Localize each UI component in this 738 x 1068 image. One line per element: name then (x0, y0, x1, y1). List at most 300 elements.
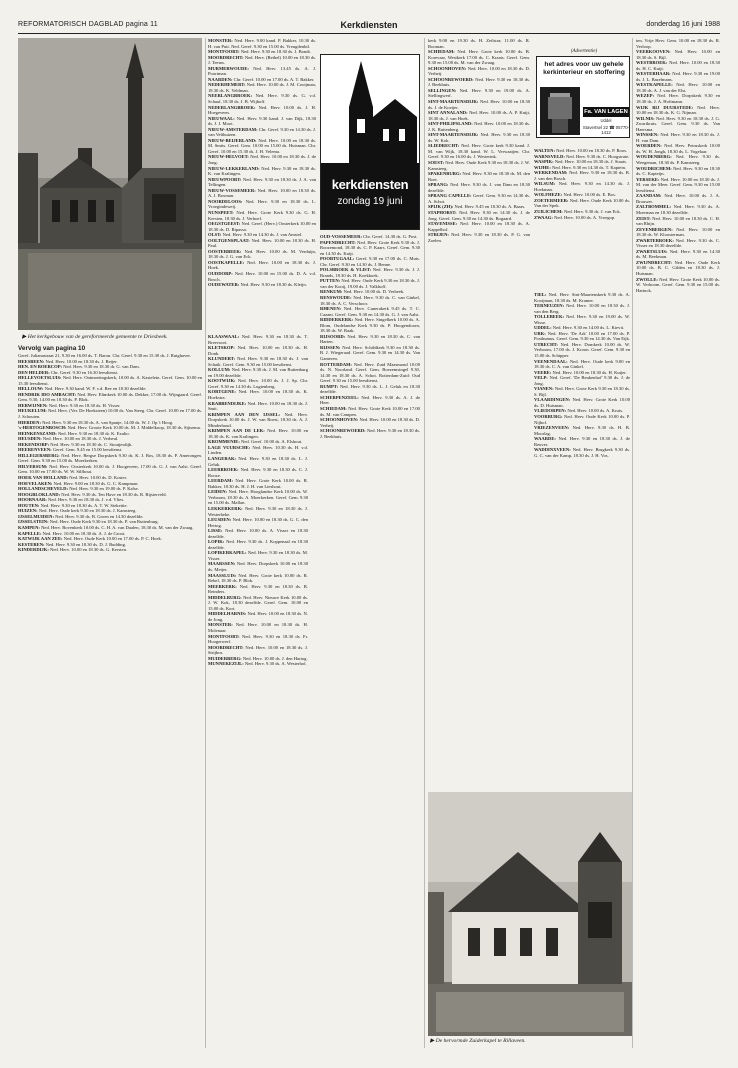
service-details: Ned. Herv. 10.00 en 18.30 ds. A. J. Boxman. (208, 187, 316, 199)
place-name: KRIMPEN AAN DEN IJSSEL: (208, 411, 285, 417)
place-name: WADDINXVEEN: (534, 447, 573, 453)
place-name: MAARSSEN: (208, 561, 237, 567)
service-details: Ned. Herv. 10.00 en 18.30 ds. H. C. Kuijt. (636, 60, 720, 71)
church-service-entry (208, 66, 316, 77)
church-service-entry (208, 188, 316, 199)
pulpit-image (540, 87, 580, 135)
service-details: Ned. Herv. 'De Ark' 10.00 en 17.00 ds. P. Posthumus. Geref. Gem. 9.30 en 14.30 ds. Van Eijk. (534, 330, 630, 342)
place-name: ZEIST: (636, 215, 653, 221)
service-details: Ned. Herv. 10.00 en 18.30 ds. K. van Kralingen. (208, 428, 308, 439)
service-details: Ned. Herv. 9.30 ds. J. Koppenaal en 18.30 dezelfde. (208, 539, 308, 550)
church-service-entry (636, 105, 720, 116)
place-name: OOLTGENSPLAAT: (208, 237, 252, 243)
place-name: MUIDERBERG: (208, 655, 243, 661)
place-name: SCHOONHOVEN: (428, 65, 468, 71)
place-name: MUNNEKEZIJL: (208, 661, 245, 667)
service-details: Ned. Herv. 9.30 en 18.30 dr. K. Exalto. (57, 430, 130, 436)
service-details: Ned. Herv. 10.00 en 18.30 ds. J. Verheul. (42, 436, 119, 442)
place-name: ZWARTSLUIS: (636, 248, 670, 254)
church-service-entry (320, 267, 420, 278)
place-name: ZAANDAM: (636, 193, 665, 199)
church-service-entry (428, 210, 530, 221)
place-name: RUMPT: (320, 383, 340, 389)
church-service-entry (534, 215, 630, 221)
place-name: ZWAAG: (534, 214, 555, 220)
church-service-entry (208, 412, 308, 429)
church-service-entry (428, 143, 530, 160)
place-name: NAARDEN: (208, 76, 234, 82)
place-name: UTRECHT: (534, 341, 561, 347)
church-service-entry (208, 428, 308, 439)
place-name: NOORDELOOS: (208, 198, 246, 204)
place-name: SLIEDRECHT: (428, 143, 462, 149)
service-details: Geref. Gem. 9.30 en 14.30 ds. A. Schot. (428, 193, 530, 204)
church-service-entry (636, 227, 720, 238)
church-service-entry (320, 428, 420, 439)
service-details: Ned. Herv. 9.30 en 19.00 ds. J. L. Bazelmans. (636, 71, 720, 82)
place-name: WESTKAPELLE: (636, 82, 677, 88)
place-name: WASPIK: (534, 159, 555, 165)
service-details: Ned. Herv. 9.30 en 18.30 ds. J. v.d. Vlies. (48, 497, 125, 503)
place-name: WILSUM: (534, 181, 559, 187)
newspaper-name: REFORMATORISCH DAGBLAD pagina 11 (18, 21, 158, 28)
place-name: ZWIJNDRECHT: (636, 259, 675, 265)
place-name: KROMMENIE: (208, 439, 242, 445)
place-name: VEENENDAAL: (534, 358, 570, 364)
service-details: Ned. Herv. 10.00 ds. M. Verduijn, 18.30 ds. J. G. van Eck. (208, 248, 316, 260)
column-4 (320, 234, 420, 1046)
service-details: Ned. Herv. 9.30 ds. A. Westerhof. (244, 661, 307, 667)
church-service-entry (428, 110, 530, 121)
service-details: Ned. Herv. 9.30 ds. C. van Ginkel, 18.30 ds. A. C. Verschoor. (320, 295, 420, 306)
place-name: NUNSPEET: (208, 209, 237, 215)
service-details: Ned. Herv. 9.30 ds. J. M. van Ruitenburg en 19.00 dezelfde. (208, 367, 308, 378)
church-service-entry (208, 177, 316, 188)
service-details: Ned. Herv. Elimkerk 10.00 ds. Dekker, 17.00 ds. Wijngaard. Geref. Gem. 9.30, 14.00 en 18.30 ds. P. Blok. (18, 391, 202, 403)
service-details: Ned. Herv. Hooglandse Kerk 10.00 ds. W. Verboom, 18.30 ds. A. Moerkerken. Geref. Gem. 9.30 en 15.00 ds. Mallan. (208, 489, 308, 506)
church-service-entry (636, 216, 720, 227)
church-service-entry (428, 193, 530, 204)
service-details: Ned. Herv. 9.30 ds. J. van Dam en 18.30 dezelfde. (428, 182, 530, 193)
church-service-entry (534, 292, 630, 303)
service-details: Ned. Herv. 9.30 en 18.30 ds. B. J. van den Bosch. (534, 170, 630, 181)
service-details: Ned. Herv. 10.00 en 18.30 ds. J. Strijbos. (208, 644, 308, 656)
advert-image (540, 87, 580, 135)
church-service-entry (636, 166, 720, 177)
church-service-entry (636, 82, 720, 93)
service-details: Ned. Herv. Ontmoetingskerk, 10.00 ds. A. Kastelein. Geref. Gem. 10.00 en 15.30 leesdienst. (18, 375, 202, 386)
church-service-entry (320, 295, 420, 306)
service-details: kerk 9.00 en 19.30 ds. H. Zeilstra; 11.00 ds. R. Rooman. (428, 38, 530, 49)
column-divider (205, 38, 206, 1048)
service-details: Ned. Herv. 10.00 en 18.30 ds. J. K. Ruitenberg. (428, 121, 530, 132)
service-details: Ned. Herv. Grote Kerk 10.00 ds. W. Verboom. Geref. Gem. 9.30 en 15.00 ds. Harinck. (636, 276, 720, 293)
service-details: Ned. Herv. 9.30 ds. Ten Have en 18.30 ds. R. Bijsterveld. (61, 491, 167, 497)
church-service-entry (208, 389, 308, 400)
place-name: HUIZEN: (18, 508, 39, 514)
church-service-entry (534, 447, 630, 458)
place-name: PAPENDRECHT: (320, 239, 358, 245)
place-name: LOPIK: (208, 539, 227, 545)
place-name: URK: (534, 330, 548, 336)
column-8 (534, 292, 630, 788)
place-name: RIJSSEN: (320, 344, 343, 350)
section-title: Kerkdiensten (340, 20, 398, 30)
place-name: OUD-VOSSEMEER: (320, 234, 364, 239)
church-service-entry (208, 401, 308, 412)
place-name: OOSTERBEEK: (208, 248, 245, 254)
photo-caption-bottom: ▶ De hervormde Zuiderkapel te Rillaveen. (430, 1038, 526, 1044)
church-service-entry (428, 121, 530, 132)
place-name: KAPELLE: (18, 530, 43, 536)
church-service-entry (208, 634, 308, 645)
service-details: Ned. Herv. Bergse Dorpskerk 9.30 ds. K. J. Bos, 18.30 ds. P. Amerongen. Geref. Gem. 9.30 en 15.00 ds. Moerkerken. (18, 452, 202, 464)
church-service-entry (636, 71, 720, 82)
church-service-entry (428, 66, 530, 77)
place-name: YERSEKE: (636, 176, 661, 182)
place-name: MIDDELHARNIS: (208, 611, 248, 617)
place-name: KLUNDERT: (208, 356, 238, 362)
church-service-entry (208, 82, 316, 93)
place-name: HIERDEN: (18, 419, 43, 425)
service-details: Ned. Herv. 10.00 ds. J. M. Cooijman, 18.30 ds. K. Veldman. (208, 82, 316, 93)
zuiderkapel-drawing (428, 792, 632, 1036)
church-service-entry (534, 375, 630, 386)
church-service-entry (534, 303, 630, 314)
place-name: OOSTKAPELLE: (208, 259, 248, 265)
place-name: VEERE: (534, 369, 553, 375)
advert-headline: het adres voor uw gehele kerkinterieur en stoffering (543, 61, 625, 76)
place-name: MONSTER: (208, 38, 235, 43)
advert-label: (Advertentie) (570, 49, 598, 54)
place-name: HEESBEEN: (18, 358, 46, 364)
service-details: Ned. Herv. 10.00 en 18.30 ds. H. Paul. (208, 237, 316, 249)
service-details: Ned. Herv. 9.30 en 14.30 ds. M. Beekman. (636, 248, 720, 260)
place-name: NIEUW-HELVOET: (208, 154, 251, 160)
service-details: Ned. Herv. Groote Kerk 10.00 ds. M. J. Middelkoop, 18.30 ds. Sijtsema. (67, 425, 201, 431)
church-service-entry (534, 342, 630, 359)
place-name: POORTUGAAL: (320, 256, 356, 262)
service-details: Chr. Geref. 10.00 en 17.00 ds. A. T. Bakker. (233, 76, 315, 82)
place-name: HEUKELUM: (18, 408, 49, 414)
service-details: Ned. Herv. 10.00 en 18.30 ds. M. Smits. Geref. Gem. 10.00 en 15.00 ds. Huisman. Chr. Geref. 10.00 en 15.30 ds. J. H. Velema. (208, 137, 316, 154)
service-details: Ned. Herv. 9.30 en 18.30 ds. J. H. van Dam. (636, 132, 720, 143)
place-name: VLIEDORPEN: (534, 408, 568, 414)
place-name: VIANEN: (534, 386, 555, 392)
service-details: Ned. Herv. 10.00 en 18.30 ds. J. Staats. (554, 159, 627, 165)
church-service-entry (208, 489, 308, 506)
place-name: KESTEREN: (18, 541, 46, 547)
photo-caption-top: ▶ Het kerkgebouw van de gereformeerde gemeente te Driesbeek. (22, 334, 168, 340)
service-details: Ned. Herv. 10.00 en 18.30 ds. G. C. den Hertog. (208, 517, 308, 528)
service-details: Geref. Julianastraat 21, 9.30 en 16.00 ds. T. Baron. Chr. Geref. 9.30 en 15.30 ds. J. Ruighaver. (18, 353, 191, 358)
church-service-entry (208, 622, 308, 633)
church-service-entry (208, 367, 308, 378)
place-name: TOLLEBEEK: (534, 314, 567, 320)
service-details: Ned. Herv. 9.30 en 18.30 ds. D. J. Budding. (45, 541, 127, 547)
place-name: HILVERSUM: (18, 463, 50, 469)
church-service-entry (636, 249, 720, 260)
place-name: SPRANG: (428, 182, 451, 188)
service-details: Ned. Herv. Grote Kerk 10.00 ds. R. Bakker, 18.30 ds. H. J. H. van Lieshout. (208, 478, 308, 489)
church-service-entry (636, 177, 720, 194)
place-name: ZWARTEBROEK: (636, 237, 676, 243)
service-details: Ned. Herv. 10.00 ds. J. den Hartog. (242, 655, 308, 661)
service-details: Ned. Herv. 9.30 en 18.30 ds. J. G. Zwartkruis. Geref. Gem. 9.30 ds. Van Haersma. (636, 115, 720, 132)
place-name: NIEUW-LEKKERLAND: (208, 165, 262, 171)
service-details: Ned. Herv. 10.00 en 18.30 ds. S. Bijl. (636, 49, 720, 60)
place-name: PUTTEN: (320, 278, 342, 284)
place-name: POLSBROEK & VLIST: (320, 267, 373, 273)
service-details: Ned. Herv. Bovenkerk 10.00 ds. C. H. A. van Daalen, 18.30 ds. M. van der Zwaag. (41, 524, 194, 530)
place-name: KINDERDIJK: (18, 547, 51, 553)
place-name: SCHERPENZEEL: (320, 394, 362, 400)
service-details: Geref. Gem. 9.45 en 15.00 leesdienst. (52, 447, 123, 453)
church-service-entry (208, 345, 308, 356)
church-service-entry (208, 611, 308, 622)
place-name: KLETSKOP: (208, 345, 238, 351)
service-details: Ned. Herv. 9.30 en 18.30 ds. J. A. van Tellingen. (208, 176, 316, 188)
service-details: Ned. Herv. Oude Kerk 10.00 ds. B. C. Gilden en 18.30 ds. J. Huisman. (636, 259, 720, 276)
service-details: Ned. Herv. Oude Kerk 10.00 ds. P. Nijhof. (534, 414, 630, 425)
service-details: Ned. Herv. (Ver. De Hoeksteen) 10.00 ds. Van Steeg. Chr. Geref. 10.00 en 17.00 ds. J. Schouten. (18, 408, 202, 420)
service-details: Ned. Herv. 10.00 ds. A. Kruis. (567, 408, 624, 414)
church-service-entry (18, 375, 202, 386)
church-service-entry (534, 198, 630, 209)
place-name: ZWOLLE: (636, 276, 660, 282)
church-service-entry (208, 38, 316, 49)
service-details: Ned. Herv. 10.00 en 18.30 ds. H. Molenaar. (208, 622, 308, 633)
service-details: Ned. Herv. 10.00 en 18.30 ds. P. Roos. (556, 148, 628, 153)
service-details: Ned. Herv. 10.00 ds. J. H. Hoegeveen. (208, 104, 316, 116)
service-details: Chr. Geref. 14.30 ds. G. Post. (363, 234, 418, 239)
church-service-entry (428, 182, 530, 193)
church-service-entry (534, 436, 630, 447)
church-service-entry (208, 478, 308, 489)
service-details: Ned. Herv. 10.00 en 15.00 ds. D. A. v.d. Bosch. (208, 270, 316, 282)
column-divider (424, 38, 425, 1048)
place-name: STRIJEN: (428, 232, 452, 238)
service-details: Ned. Herv. Dorpskerk 10.00 ds. J. W. van Roest, 18.30 ds. A. J. Minderhoud. (208, 411, 308, 428)
church-service-entry (636, 38, 720, 49)
church-service-entry (320, 395, 420, 406)
service-details: Ned. Herv. 9.30 en 14.00 ds. L. Kievit. (552, 325, 625, 331)
church-service-entry (208, 271, 316, 282)
service-details: Ned. Herv. 10.00 en 18.30 ds. D. Verheij. (320, 417, 420, 428)
service-details: Ned. Herv. Domkerk 10.00 ds. W. Verboom, 17.00 ds. J. Kroon. Geref. Gem. 9.30 en 15.00 ds. Schipper. (534, 341, 630, 359)
place-name: NEDERLANGBROEK: (208, 104, 259, 110)
church-service-entry (208, 573, 308, 584)
place-name: WINSSEN: (636, 132, 661, 138)
place-name: LOPIKERKAPEL: (208, 550, 248, 556)
church-service-entry (208, 138, 316, 155)
service-details: Ned. Herv. 10.00 en 18.30 ds. A. Kappelhof. (428, 221, 530, 232)
church-photo-top (18, 38, 202, 330)
service-details: Ned. Herv. 10.00 en 18.30 ds. W. Kloosterman. (636, 226, 720, 238)
column-5 (428, 38, 530, 788)
service-details: Ned. Herv. 9.30 en 19.00 ds. A. Stellingwerf. (428, 87, 530, 99)
place-name: SINT-MAARTENSDIJK: (428, 99, 480, 105)
service-details: Ned. Herv. Nieuwe Kerk 10.00 ds. J. W. Kok, 18.30 dezelfde. Geref. Gem. 10.00 en 15.00 ds. Kort. (208, 594, 308, 611)
place-name: ZALTBOMMEL: (636, 204, 674, 210)
place-name: SCHOONREWOERD: (320, 428, 367, 434)
place-name: HENDRIK IDO AMBACHT: (18, 391, 78, 397)
church-service-entry (636, 116, 720, 133)
church-service-entry (208, 550, 308, 561)
church-service-entry (636, 193, 720, 204)
church-service-entry (208, 210, 316, 221)
church-service-entry (320, 278, 420, 289)
service-details: Ned. Herv. (Bethel) 10.00 en 18.30 ds. J. Teeuw. (208, 54, 316, 66)
place-name: RENKUM: (320, 289, 344, 295)
service-details: Ned. Herv. Grote Kerk 9.30 ds. J. Roozemond, 18.30 ds. C. P. Kaars. Geref. Gem. 9.30 en 14.30 ds. Kuijt. (320, 239, 420, 256)
service-details: Ned. Herv. 9.30 en 19.00 ds. P. Kalse. (69, 486, 139, 492)
place-name: SINT-MAARTENSDIJK: (428, 132, 481, 138)
church-service-entry (428, 221, 530, 232)
church-service-entry (208, 528, 308, 539)
church-service-entry (208, 334, 308, 345)
church-service-entry (320, 334, 420, 345)
service-details: Ned. Herv. 9.30 en 18.30 ds. W. Kok. (428, 132, 530, 143)
place-name: HOUTEN: (18, 502, 41, 508)
service-details: Ned. Herv. Grote Kerk 9.30 ds. G. H. Kersten, 18.30 ds. J. Verhoef. (208, 209, 316, 221)
service-details: Ned. Herv. Sint-Maartenskerk 9.30 ds. A. Kooijman, 18.30 ds. M. Kramer. (534, 292, 630, 303)
service-details: Ned. Herv. Grote kerk 10.00 ds. R. Rebel, 18.30 ds. P. Blok. (208, 572, 308, 584)
service-details: Ned. Herv. 13.45 ds. A. J. Poortman. (208, 65, 316, 77)
place-name: LANGERAK: (208, 456, 239, 462)
church-service-entry (636, 143, 720, 154)
place-name: WOUDENBERG: (636, 154, 676, 160)
church-service-entry (208, 584, 308, 595)
place-name: SCHOONHOVEN: (320, 417, 360, 423)
service-details: Ned. Herv. Oosterkerk 10.00 ds. J. Hoogeveen, 17.00 ds. G. J. van Aalst. Geref. Gem. 10.00 en 17.00 ds. W. W. Silfhout. (18, 463, 202, 475)
service-details: Ned. Herv. 9.30 ds. L. J. Geluk en 18.30 dezelfde. (320, 383, 420, 395)
place-name: KOOTWIJK: (208, 378, 238, 384)
church-service-entry (208, 378, 308, 389)
service-details: Ned. Herv. 10.00 ds. J. J. Sp. Chr. Geref. 9.30 en 14.30 ds. Lugtenberg. (208, 378, 308, 389)
place-name: MEERKERK: (208, 583, 240, 589)
column-1 (18, 345, 202, 1045)
advert-address: Stavertsel 22 ☎ 05770-1412 (582, 125, 630, 135)
banner-title-area (321, 163, 419, 229)
place-name: WAARDE: (534, 436, 559, 442)
place-name: ZUILICHEM: (534, 209, 564, 215)
place-name: MONSTER: (208, 622, 236, 628)
service-details: Ned. Herv. 10.00 ds. E. Bos. (563, 192, 616, 198)
church-service-entry (208, 356, 308, 367)
place-name: HEERENVEEN: (18, 447, 53, 453)
church-service-entry (428, 232, 530, 243)
service-details: Ned. Herv. 9.30 en 18.30 ds. M. den Boer. (428, 171, 530, 182)
place-name: MONTFOORT: (208, 633, 243, 639)
place-name: VOORBURG: (534, 414, 565, 420)
service-details: Ned. Herv. 9.30 ds. B. Groen en 14.30 dezelfde. (55, 513, 144, 519)
place-name: WESTBROEK: (636, 60, 670, 66)
place-name: RENSWOUDE: (320, 295, 354, 301)
place-name: KOLLUM: (208, 367, 232, 373)
service-details: Ned. Herv. 10.00 en 18.30 ds. J. de Jong. (208, 154, 316, 166)
service-details: Ned. Herv. 10.00 en 18.30 ds. J. Beijer. (45, 358, 118, 364)
place-name: MOORDRECHT: (208, 644, 246, 650)
place-name: SCHIEDAM: (320, 405, 349, 411)
service-details: Ned. Herv. Dorpskerk 9.30 en 18.30 ds. J. A. Hoftmann. (636, 93, 720, 105)
church-service-entry (428, 171, 530, 182)
place-name: HEKENDORP: (18, 441, 51, 447)
place-name: WIJHE: (534, 164, 552, 170)
service-details: Ned. Herv. Zuid Maasmond 10.00 ds. N. Noorland. Geref. Gem. Boezemsingel 9.30, 14.30 en 18.30 ds. A. Schot. Rotterdam-Zuid: Oud Geref. 9.30 en 15.00 leesdienst. (320, 361, 420, 384)
church-service-entry (636, 277, 720, 294)
place-name: NIEUW-AMSTERDAM: (208, 126, 259, 132)
newspaper-page (18, 20, 720, 1050)
church-service-entry (320, 345, 420, 362)
issue-date: donderdag 16 juni 1988 (646, 21, 720, 28)
service-details: Ned. Herv. 9.30 en 14.30 ds. J. de Jong. Geref. Gem. 9.30 en 14.30 ds. Bogaard. (428, 209, 530, 221)
service-details: Ned. Herv. 10.00 en 18.30 ds. A. J. de Groot. (42, 530, 126, 536)
church-service-entry (18, 453, 202, 464)
banner-subtitle: zondag 19 juni (337, 196, 403, 207)
service-details: Ned. Herv. 9.30 en 14.30 ds. T. Kaptein. (552, 164, 627, 170)
service-details: Ned. Herv. 9.30 en 18.30 ds. J. Beekhuis. (428, 76, 530, 88)
place-name: LISSE: (208, 528, 226, 534)
service-details: Ned. Herv. 10.00 en 18.30 ds. A. J. van der Elst. (636, 82, 720, 93)
service-details: Geref. 9.30 en 17.00 ds. C. Muis. Chr. Geref. 9.30 en 14.30 ds. J. Benne. (320, 256, 420, 267)
church-service-entry (636, 49, 720, 60)
place-name: SPAKENBURG: (428, 171, 463, 177)
place-name: MURMERWOUDE: (208, 65, 254, 71)
church-service-entry (208, 105, 316, 116)
place-name: IJSSELSTEIN: (18, 519, 50, 525)
church-service-entry (208, 517, 308, 528)
service-details: Ned. Herv. Cunerakerk 9.45 ds. T. C. Cazant. Geref. Gem. 9.30 en 14.30 ds. G. J. van Aalst. (320, 306, 420, 317)
place-name: HOLLANDSCHEVELD: (18, 486, 70, 492)
church-service-entry (208, 221, 316, 232)
place-name: TIEL: (534, 292, 549, 297)
service-details: Ned. Herv. Singelkerk 10.00 ds. A. Blom, Oudelandse Kerk 9.30 ds. P. Hoogendoorn, 18.30 ds. W. Raak. (320, 317, 420, 334)
place-name: WERKENDAM: (534, 170, 570, 176)
service-details: Ned. Herv. Oude Kerk 10.00 ds. Van der Spek. (534, 197, 630, 209)
service-details: Ned. Herv. 9.30 ds. G. v.d. Schaaf, 18.30 ds. J. B. Wijhoff. (208, 93, 316, 105)
service-details: Ned. Herv. Grote Kerk 10.00 en 17.00 ds. M. van Campen. (320, 405, 420, 417)
service-details: Ned. Herv. Grote Kerk 10.00 ds. D. Huisman. (534, 397, 630, 408)
service-details: Ned. Herv. Grote kerk 10.00 ds. B. Korevaar, Westkerk 17.00 ds. C. Kraats. Geref. Gem. 9.30 en 15.00 ds. M. van der Zwaag. (428, 49, 530, 66)
place-name: HOEVELAKEN: (18, 480, 54, 486)
service-details: Ned. Herv. 9.30 en 18.30 ds. C. Stoutjesdijk. (50, 441, 133, 447)
service-details: Ned. Herv. 9.30 ds. A. Moerman en 18.30 dezelfde. (636, 204, 720, 215)
service-details: Ned. Herv. 9.30 en 19.00 ds. W. Wisse. (534, 314, 630, 325)
service-details: Ned. Geref. (Herv.) Oosterkerk 10.00 en 18.30 ds. D. Ripassa. (208, 221, 316, 232)
church-service-entry (208, 199, 316, 210)
place-name: NEDERHEMERT: (208, 82, 247, 88)
kerkdiensten-banner (320, 54, 420, 230)
church-service-entry (534, 181, 630, 192)
service-details: Chr. Geref. 9.30 en 16.30 leesdienst. (50, 369, 119, 375)
service-details: Ned. Herv. Oude Kerk 9.30 en 18.30 ds. J. W. Kamsteeg. (428, 160, 530, 171)
church-service-entry (636, 93, 720, 104)
service-details: Ned. Herv. 9.30 ds. C. Hoogstrate. (566, 153, 630, 159)
service-details: Ned. Herv. 9.30 en 18.30 ds. L. J. Geluk. (208, 456, 308, 467)
banner-title: kerkdiensten (331, 177, 409, 192)
church-service-entry (18, 464, 202, 475)
furniture-advert (536, 49, 630, 138)
service-details: Ned. Herv. 10.00 en 18.30 ds. H. Donk. (208, 345, 308, 356)
service-details: Ned. Herv. Dorpskerk 10.00 en 18.30 ds. Meijer. (208, 561, 308, 572)
church-photo-bottom (428, 792, 632, 1036)
place-name: RHENEN: (320, 306, 344, 312)
place-name: SCHOONREWOERD: (428, 76, 476, 82)
place-name: UDDEL: (534, 325, 553, 331)
service-details: Ned. Herv. 9.30 ds. C. Visser en 18.30 dezelfde. (636, 237, 720, 249)
church-service-entry (320, 240, 420, 257)
